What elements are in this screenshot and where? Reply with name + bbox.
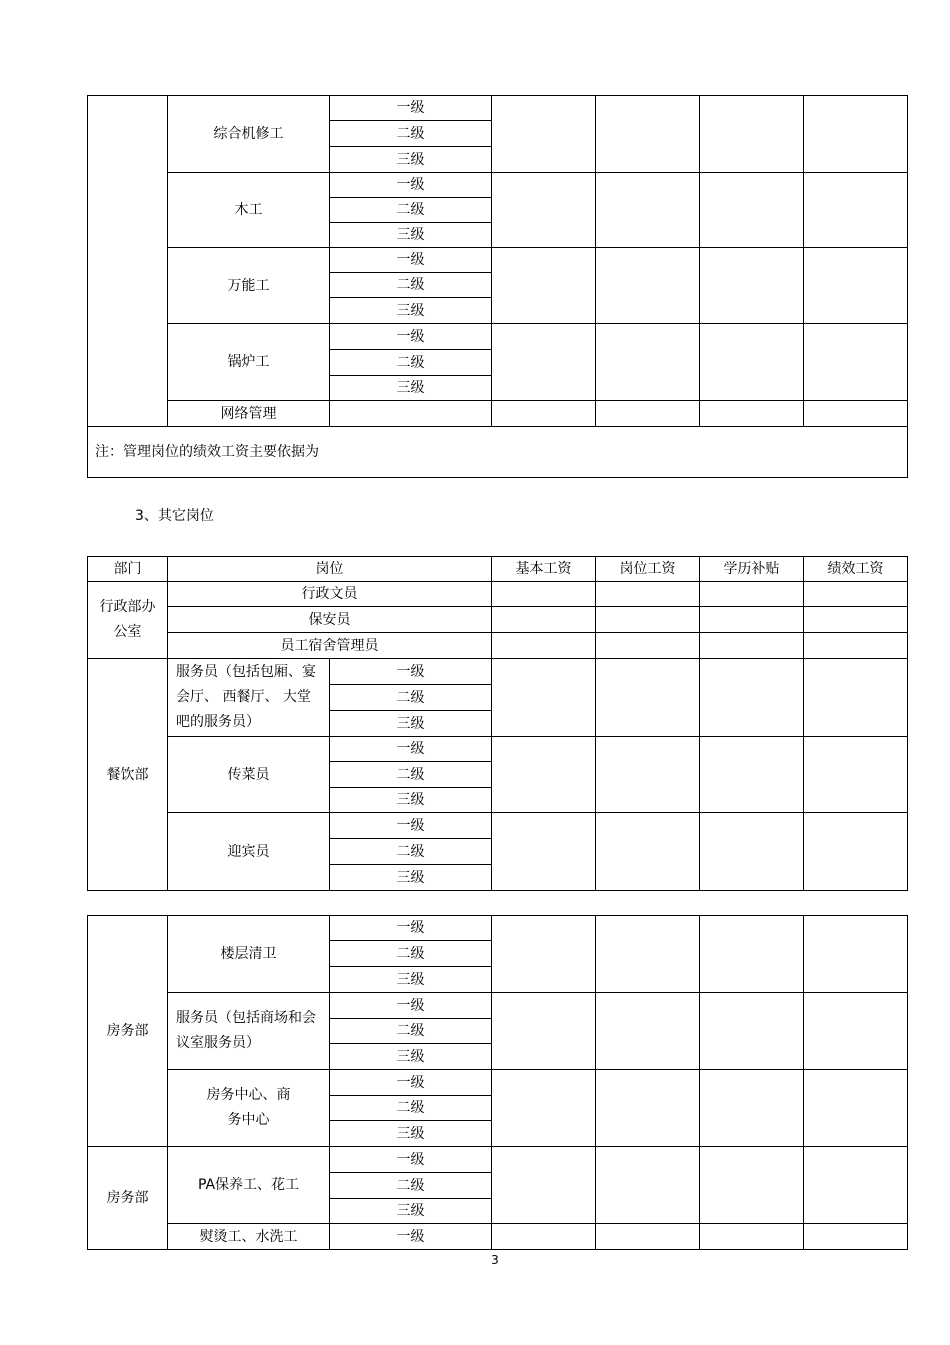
position-salary-cell[interactable] — [596, 248, 700, 324]
base-salary-cell[interactable] — [492, 1147, 596, 1224]
education-allowance-cell[interactable] — [700, 96, 804, 173]
education-allowance-cell[interactable] — [700, 401, 804, 427]
education-allowance-cell[interactable] — [700, 324, 804, 401]
education-allowance-cell[interactable] — [700, 1147, 804, 1224]
education-allowance-cell[interactable] — [700, 993, 804, 1070]
level-cell: 一级 — [330, 96, 492, 121]
position-salary-cell[interactable] — [596, 916, 700, 993]
performance-salary-cell[interactable] — [804, 737, 908, 813]
level-cell: 一级 — [330, 1070, 492, 1096]
performance-salary-cell[interactable] — [804, 1147, 908, 1224]
education-allowance-cell[interactable] — [700, 1070, 804, 1147]
position-salary-cell[interactable] — [596, 633, 700, 659]
position-cell: PA保养工、花工 — [168, 1147, 330, 1224]
education-allowance-cell[interactable] — [700, 737, 804, 813]
level-cell: 一级 — [330, 737, 492, 762]
position-cell: 综合机修工 — [168, 96, 330, 173]
level-cell: 二级 — [330, 941, 492, 967]
education-allowance-cell[interactable] — [700, 607, 804, 633]
performance-salary-cell[interactable] — [804, 633, 908, 659]
base-salary-cell[interactable] — [492, 813, 596, 891]
header-base-salary: 基本工资 — [492, 557, 596, 582]
level-cell: 二级 — [330, 273, 492, 298]
base-salary-cell[interactable] — [492, 737, 596, 813]
position-label: 房务中心、商务中心 — [206, 1087, 291, 1128]
other-positions-table — [87, 556, 908, 891]
base-salary-cell[interactable] — [492, 633, 596, 659]
position-cell: 锅炉工 — [168, 324, 330, 401]
base-salary-cell[interactable] — [492, 248, 596, 324]
level-cell: 三级 — [330, 865, 492, 891]
performance-salary-cell[interactable] — [804, 173, 908, 248]
level-cell: 二级 — [330, 350, 492, 376]
level-cell: 三级 — [330, 147, 492, 173]
position-salary-cell[interactable] — [596, 324, 700, 401]
level-cell: 三级 — [330, 376, 492, 401]
education-allowance-cell[interactable] — [700, 916, 804, 993]
page-number: 3 — [491, 1253, 499, 1267]
header-performance-salary: 绩效工资 — [804, 557, 908, 582]
position-salary-cell[interactable] — [596, 1224, 700, 1250]
level-cell: 二级 — [330, 198, 492, 223]
position-cell: 服务员（包括包厢、宴会厅、 西餐厅、 大堂吧的服务员） — [168, 659, 330, 737]
education-allowance-cell[interactable] — [700, 633, 804, 659]
header-position: 岗位 — [168, 557, 492, 582]
position-cell: 万能工 — [168, 248, 330, 324]
header-position-salary: 岗位工资 — [596, 557, 700, 582]
level-cell: 三级 — [330, 711, 492, 737]
education-allowance-cell[interactable] — [700, 813, 804, 891]
education-allowance-cell[interactable] — [700, 173, 804, 248]
position-cell: 木工 — [168, 173, 330, 248]
header-education-allowance: 学历补贴 — [700, 557, 804, 582]
base-salary-cell[interactable] — [492, 993, 596, 1070]
base-salary-cell[interactable] — [492, 659, 596, 737]
dept-label: 行政部办公室 — [99, 599, 156, 640]
dept-cell: 房务部 — [88, 1147, 168, 1250]
level-cell: 三级 — [330, 298, 492, 324]
base-salary-cell[interactable] — [492, 1070, 596, 1147]
performance-salary-cell[interactable] — [804, 1070, 908, 1147]
note-text: 注：管理岗位的绩效工资主要依据为 — [88, 427, 908, 478]
level-cell: 二级 — [330, 762, 492, 788]
level-cell: 三级 — [330, 967, 492, 993]
performance-salary-cell[interactable] — [804, 401, 908, 427]
section-heading: 3、其它岗位 — [135, 508, 214, 524]
performance-salary-cell[interactable] — [804, 993, 908, 1070]
position-salary-cell[interactable] — [596, 582, 700, 607]
position-cell: 保安员 — [168, 607, 492, 633]
position-salary-cell[interactable] — [596, 993, 700, 1070]
performance-salary-cell[interactable] — [804, 659, 908, 737]
position-cell: 员工宿舍管理员 — [168, 633, 492, 659]
position-cell — [168, 1070, 330, 1147]
education-allowance-cell[interactable] — [700, 582, 804, 607]
dept-cell: 餐饮部 — [88, 659, 168, 891]
level-cell: 一级 — [330, 993, 492, 1019]
base-salary-cell[interactable] — [492, 173, 596, 248]
level-cell[interactable] — [330, 401, 492, 427]
base-salary-cell[interactable] — [492, 96, 596, 173]
level-cell: 三级 — [330, 1044, 492, 1070]
level-cell: 一级 — [330, 813, 492, 839]
position-cell: 传菜员 — [168, 737, 330, 813]
position-salary-cell[interactable] — [596, 659, 700, 737]
level-cell: 三级 — [330, 223, 492, 248]
level-cell: 二级 — [330, 1096, 492, 1121]
base-salary-cell[interactable] — [492, 1224, 596, 1250]
education-allowance-cell[interactable] — [700, 248, 804, 324]
position-salary-cell[interactable] — [596, 1070, 700, 1147]
level-cell: 二级 — [330, 839, 492, 865]
base-salary-cell[interactable] — [492, 916, 596, 993]
level-cell: 三级 — [330, 1121, 492, 1147]
base-salary-cell[interactable] — [492, 582, 596, 607]
base-salary-cell[interactable] — [492, 607, 596, 633]
position-salary-cell[interactable] — [596, 173, 700, 248]
performance-salary-cell[interactable] — [804, 607, 908, 633]
dept-cell — [88, 96, 168, 427]
level-cell: 二级 — [330, 1019, 492, 1044]
maintenance-salary-table — [87, 95, 908, 478]
position-cell: 迎宾员 — [168, 813, 330, 891]
level-cell: 一级 — [330, 173, 492, 198]
level-cell: 一级 — [330, 1224, 492, 1250]
level-cell: 二级 — [330, 1173, 492, 1199]
level-cell: 三级 — [330, 788, 492, 813]
dept-cell: 房务部 — [88, 916, 168, 1147]
level-cell: 一级 — [330, 248, 492, 273]
position-salary-cell[interactable] — [596, 401, 700, 427]
performance-salary-cell[interactable] — [804, 582, 908, 607]
position-cell: 服务员（包括商场和会议室服务员） — [168, 993, 330, 1070]
base-salary-cell[interactable] — [492, 401, 596, 427]
level-cell: 二级 — [330, 121, 492, 147]
dept-cell — [88, 582, 168, 659]
performance-salary-cell[interactable] — [804, 324, 908, 401]
position-salary-cell[interactable] — [596, 813, 700, 891]
position-cell: 楼层清卫 — [168, 916, 330, 993]
performance-salary-cell[interactable] — [804, 1224, 908, 1250]
base-salary-cell[interactable] — [492, 324, 596, 401]
performance-salary-cell[interactable] — [804, 916, 908, 993]
position-cell: 行政文员 — [168, 582, 492, 607]
position-salary-cell[interactable] — [596, 737, 700, 813]
position-cell: 网络管理 — [168, 401, 330, 427]
performance-salary-cell[interactable] — [804, 96, 908, 173]
level-cell: 二级 — [330, 685, 492, 711]
position-salary-cell[interactable] — [596, 607, 700, 633]
level-cell: 一级 — [330, 324, 492, 350]
header-dept: 部门 — [88, 557, 168, 582]
performance-salary-cell[interactable] — [804, 248, 908, 324]
level-cell: 一级 — [330, 916, 492, 941]
rooms-division-table — [87, 915, 908, 1250]
position-cell: 熨烫工、水洗工 — [168, 1224, 330, 1250]
performance-salary-cell[interactable] — [804, 813, 908, 891]
education-allowance-cell[interactable] — [700, 659, 804, 737]
position-salary-cell[interactable] — [596, 96, 700, 173]
education-allowance-cell[interactable] — [700, 1224, 804, 1250]
position-salary-cell[interactable] — [596, 1147, 700, 1224]
level-cell: 一级 — [330, 1147, 492, 1173]
level-cell: 一级 — [330, 659, 492, 685]
level-cell: 三级 — [330, 1199, 492, 1224]
